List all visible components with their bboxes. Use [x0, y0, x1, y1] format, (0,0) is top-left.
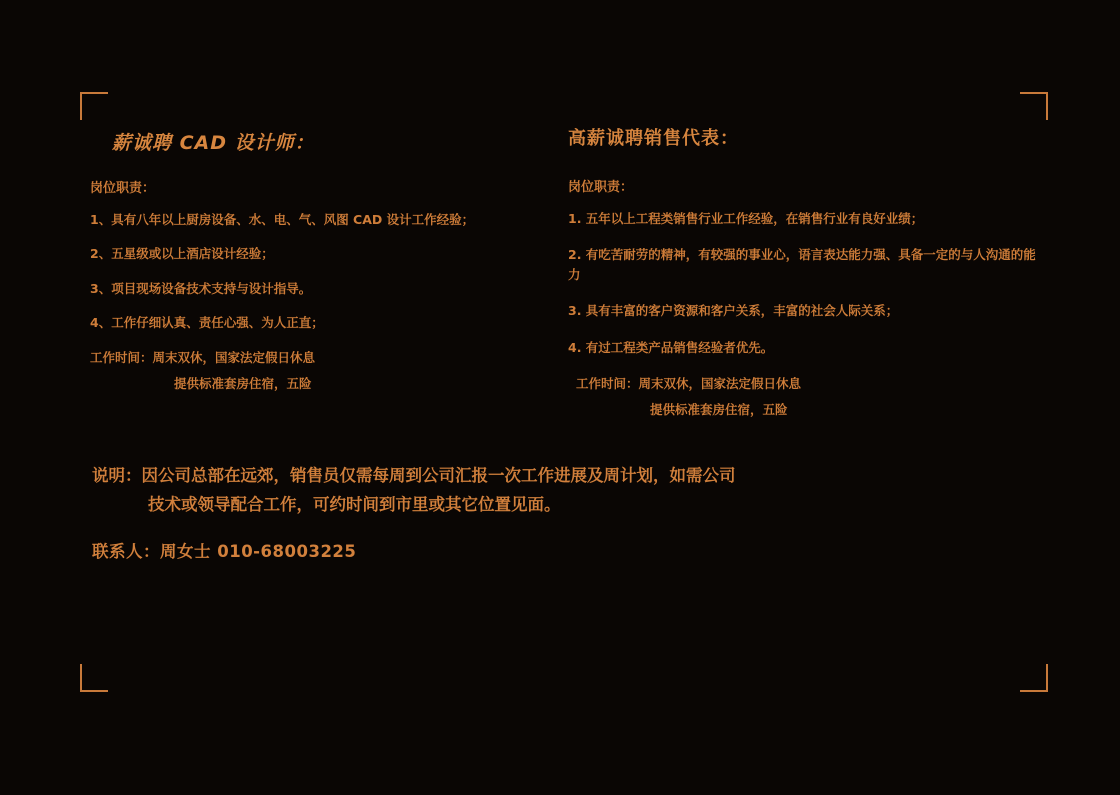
note-line-1: 说明：因公司总部在远郊，销售员仅需每周到公司汇报一次工作进展及周计划，如需公司: [92, 466, 736, 485]
crop-mark-bottom-left: [80, 664, 108, 692]
cad-designer-work-time: 工作时间：周末双休，国家法定假日休息: [90, 349, 316, 365]
contact-info: 联系人：周女士 010-68003225: [92, 542, 357, 561]
cad-designer-item-1: 1、具有八年以上厨房设备、水、电、气、风图 CAD 设计工作经验；: [90, 212, 475, 227]
cad-designer-item-3: 3、项目现场设备技术支持与设计指导。: [90, 280, 312, 296]
sales-rep-item-1: 1. 五年以上工程类销售行业工作经验，在销售行业有良好业绩；: [568, 211, 924, 226]
sales-rep-heading: 高薪诚聘销售代表：: [568, 128, 739, 149]
sales-rep-item-2: 2. 有吃苦耐劳的精神，有较强的事业心，语言表达能力强、具备一定的与人沟通的能力: [568, 247, 1036, 282]
cad-designer-item-4: 4、工作仔细认真、责任心强、为人正直；: [90, 315, 324, 331]
job-listing-sales-rep: [568, 124, 1038, 418]
cad-designer-responsibilities-label: 岗位职责：: [90, 181, 156, 196]
cad-designer-heading: 薪诚聘 CAD 设计师：: [112, 132, 315, 154]
sales-rep-item-4: 4. 有过工程类产品销售经验者优先。: [568, 339, 774, 355]
cad-designer-benefits: 提供标准套房住宿，五险: [174, 375, 312, 391]
sales-rep-item-3: 3. 具有丰富的客户资源和客户关系，丰富的社会人际关系；: [568, 303, 899, 319]
crop-mark-top-left: [80, 92, 108, 120]
sales-rep-work-time: 工作时间：周末双休，国家法定假日休息: [576, 375, 802, 391]
crop-mark-bottom-right: [1020, 664, 1048, 692]
sales-rep-benefits: 提供标准套房住宿，五险: [650, 401, 788, 417]
job-listing-cad-designer: [90, 128, 530, 392]
cad-designer-item-2: 2、五星级或以上酒店设计经验；: [90, 246, 274, 262]
crop-mark-top-right: [1020, 92, 1048, 120]
note-line-2: 技术或领导配合工作，可约时间到市里或其它位置见面。: [148, 494, 561, 514]
note-block: [92, 462, 992, 520]
sales-rep-responsibilities-label: 岗位职责：: [568, 180, 634, 195]
